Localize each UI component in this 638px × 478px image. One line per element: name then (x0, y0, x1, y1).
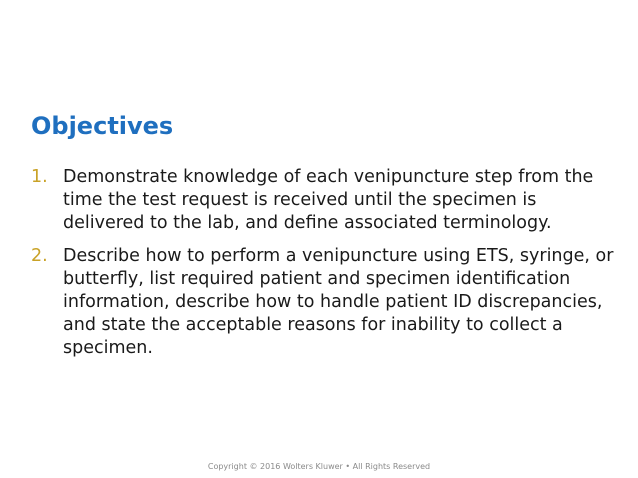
objective-text: Describe how to perform a venipuncture using ETS, syringe, or butterfly, list required patient and specimen identification information, describe how to handle patient ID discrepancies, and state the acceptable reasons for inability to collect a specimen. (63, 246, 614, 358)
slide-title: Objectives (31, 112, 174, 140)
objective-number: 1. (31, 167, 48, 187)
copyright-footer: Copyright © 2016 Wolters Kluwer • All Rights Reserved (207, 462, 431, 471)
objective-item (31, 245, 621, 360)
objective-text: Demonstrate knowledge of each venipuncture step from the time the test request is received until the specimen is delivered to the lab, and define associated terminology. (63, 167, 594, 233)
objectives-list (31, 166, 621, 370)
objective-number: 2. (31, 246, 48, 266)
objective-item (31, 166, 621, 235)
